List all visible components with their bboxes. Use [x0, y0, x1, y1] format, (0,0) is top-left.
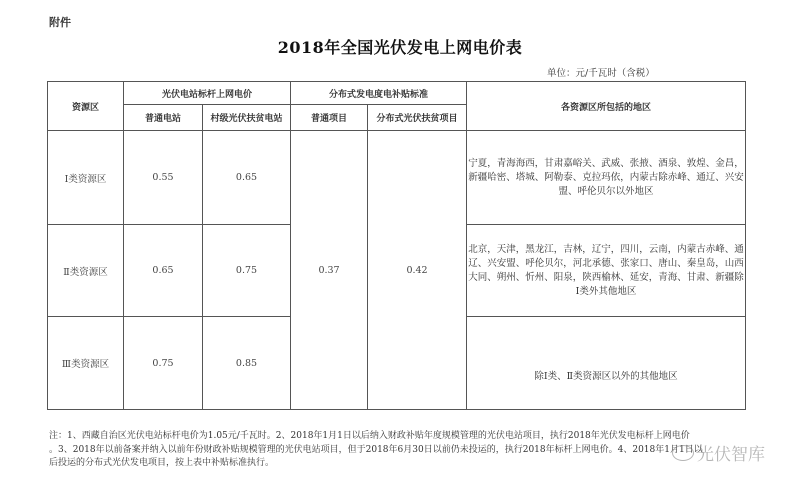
col-resource-zone: 资源区 [48, 82, 124, 131]
unit-label: 单位：元/千瓦时（含税） [547, 68, 655, 79]
sub-distributed-poverty-project: 分布式光伏扶贫项目 [368, 105, 467, 131]
sub-ordinary-project: 普通项目 [291, 105, 368, 131]
group-distributed-subsidy: 分布式发电度电补贴标准 [291, 82, 467, 105]
attachment-label: 附件 [49, 16, 71, 29]
col-regions: 各资源区所包括的地区 [467, 82, 746, 131]
zone-cell: Ⅲ类资源区 [48, 317, 124, 410]
village-poverty-station-price: 0.85 [203, 317, 291, 410]
group-benchmark-price: 光伏电站标杆上网电价 [124, 82, 291, 105]
distributed-poverty-project-subsidy: 0.42 [368, 131, 467, 410]
watermark [672, 440, 765, 465]
header-row-1 [48, 82, 746, 105]
footnote-line: 后投运的分布式光伏发电项目，按上表中补贴标准执行。 [49, 458, 275, 468]
footnotes [49, 430, 749, 471]
page-title: 2018年全国光伏发电上网电价表 [277, 38, 523, 57]
village-poverty-station-price: 0.65 [203, 131, 291, 225]
ordinary-station-price: 0.75 [124, 317, 203, 410]
footnote-line: 注：1、西藏自治区光伏电站标杆电价为1.05元/千瓦时。2、2018年1月1日以后纳入财政补贴年度规模管理的光伏电站项目，执行2018年光伏发电标杆上网电价 [49, 431, 690, 441]
zone-cell: Ⅱ类资源区 [48, 225, 124, 317]
watermark-text: 光伏智库 [697, 445, 765, 465]
distributed-ordinary-project-subsidy: 0.37 [291, 131, 368, 410]
regions-cell: 宁夏，青海海西，甘肃嘉峪关、武威、张掖、酒泉、敦煌、金昌，新疆哈密、塔城、阿勒泰、克拉玛依，内蒙古除赤峰、通辽、兴安盟、呼伦贝尔以外地区 [467, 131, 746, 225]
tariff-table [47, 81, 746, 410]
ordinary-station-price: 0.65 [124, 225, 203, 317]
regions-cell: 北京，天津，黑龙江，吉林，辽宁，四川，云南，内蒙古赤峰、通辽、兴安盟、呼伦贝尔，河北承德、张家口、唐山、秦皇岛，山西大同、朔州、忻州、阳泉，陕西榆林、延安，青海、甘肃、新疆除Ⅰ类外其他地区 [467, 225, 746, 317]
footnote-line: 。3、2018年以前备案并纳入以前年份财政补贴规模管理的光伏电站项目，但于2018年6月30日以前仍未投运的，执行2018年标杆上网电价。4、2018年1月1日以 [49, 444, 703, 455]
table-row [48, 131, 746, 225]
wechat-icon [672, 445, 694, 461]
zone-cell: Ⅰ类资源区 [48, 131, 124, 225]
sub-ordinary-station: 普通电站 [124, 105, 203, 131]
regions-cell: 除Ⅰ类、Ⅱ类资源区以外的其他地区 [467, 317, 746, 410]
village-poverty-station-price: 0.75 [203, 225, 291, 317]
sub-village-poverty-station: 村级光伏扶贫电站 [203, 105, 291, 131]
ordinary-station-price: 0.55 [124, 131, 203, 225]
